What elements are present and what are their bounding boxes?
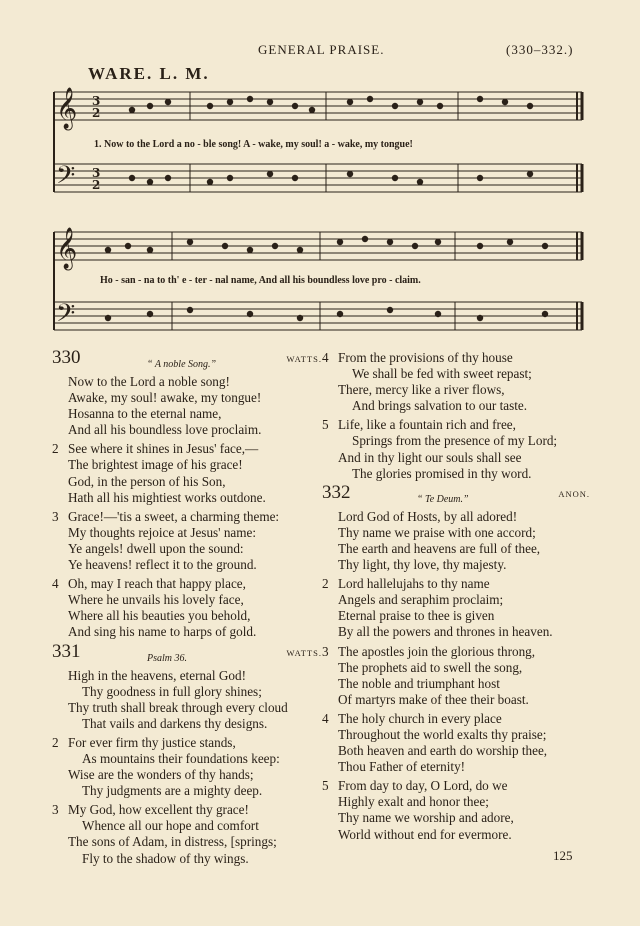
verse-line: The earth and heavens are full of thee, [338, 540, 541, 556]
verse-line: World without end for evermore. [338, 826, 512, 842]
hymn-title: “ A noble Song.” [147, 359, 217, 370]
hymn-number: 331 [52, 640, 81, 662]
verse-line: Highly exalt and honor thee; [338, 794, 489, 810]
verse-line: Eternal praise to thee is given [338, 608, 495, 624]
left-column [52, 347, 322, 870]
verse-line: Fly to the shadow of thy wings. [82, 850, 249, 866]
stanza-number: 3 [52, 802, 59, 818]
svg-text:𝄞: 𝄞 [56, 88, 78, 129]
verse-line: Hath all his mightiest works outdone. [68, 489, 266, 505]
stanza-number: 4 [322, 710, 329, 726]
hymn-332-header [322, 481, 590, 509]
verse-line: Now to the Lord a noble song! [68, 374, 230, 389]
verse-line: My thoughts rejoice at Jesus' name: [68, 524, 257, 540]
verse-line: High in the heavens, eternal God! [68, 667, 246, 683]
verse-line: Angels and seraphim proclaim; [338, 592, 504, 608]
stanza-number: 4 [322, 350, 329, 365]
hymn-330-header [52, 347, 322, 374]
verse-line: The prophets aid to swell the song, [338, 659, 523, 675]
stanza [52, 509, 322, 573]
verse-line: Thy judgments are a mighty deep. [82, 783, 263, 799]
stanza-number: 2 [322, 576, 329, 592]
verse-line: From day to day, O Lord, do we [338, 778, 508, 794]
svg-text:𝄢: 𝄢 [56, 161, 76, 196]
stanza [322, 711, 590, 775]
stanza-number: 3 [322, 643, 329, 659]
stanza [52, 668, 322, 732]
verse-line: My God, how excellent thy grace! [68, 802, 249, 818]
verse-line: Both heaven and earth do worship thee, [338, 743, 548, 759]
verse-line: As mountains their foundations keep: [82, 750, 280, 766]
hymn-author: WATTS. [286, 647, 322, 658]
verse-line: Lord hallelujahs to thy name [338, 576, 490, 592]
verse-line: Thy truth shall break through every cloud [68, 699, 288, 715]
stanza [322, 509, 590, 573]
svg-text:𝄢: 𝄢 [56, 299, 76, 334]
verse-line: For ever firm thy justice stands, [68, 734, 236, 750]
svg-text:2: 2 [92, 178, 101, 192]
verse-line: Grace!—'tis a sweet, a charming theme: [68, 508, 280, 524]
hymn-330-body [52, 374, 322, 641]
right-column [322, 350, 590, 846]
verse-line: Ye angels! dwell upon the sound: [68, 540, 244, 556]
svg-text:3: 3 [92, 94, 101, 108]
svg-text:𝄞: 𝄞 [56, 228, 78, 269]
verse-line: The brightest image of his grace! [68, 457, 243, 473]
running-title: GENERAL PRAISE. [258, 42, 385, 57]
verse-line: See where it shines in Jesus' face,— [68, 441, 259, 457]
hymn-number: 330 [52, 347, 81, 368]
stanza [52, 576, 322, 640]
verse-line: Thy name we worship and adore, [338, 810, 514, 826]
verse-line: And sing his name to harps of gold. [68, 624, 257, 640]
verse-line: And all his boundless love proclaim. [68, 422, 262, 438]
verse-line: Hosanna to the eternal name, [68, 406, 222, 422]
stanza [52, 735, 322, 799]
stanza [52, 374, 322, 438]
verse-line: And in thy light our souls shall see [338, 449, 522, 465]
hymn-range: (330–332.) [506, 42, 574, 57]
tune-lyrics-line-1: 1. Now to the Lord a no - ble song! A - wake, my soul! a - wake, my tongue! [94, 139, 413, 150]
svg-text:2: 2 [92, 106, 101, 120]
stanza-number: 2 [52, 441, 59, 457]
stanza [322, 778, 590, 842]
stanza [52, 441, 322, 505]
verse-line: We shall be fed with sweet repast; [352, 366, 532, 382]
verse-line: God, in the person of his Son, [68, 473, 226, 489]
hymn-title: Psalm 36. [147, 652, 187, 664]
verse-line: The glories promised in thy word. [352, 465, 532, 481]
stanza-number: 5 [322, 778, 329, 794]
stanza [322, 417, 590, 481]
verse-line: The sons of Adam, in distress, [springs; [68, 834, 277, 850]
hymn-331-header [52, 640, 322, 668]
tune-name: WARE. L. M. [88, 64, 210, 83]
hymn-number: 332 [322, 481, 351, 503]
hymn-332-body [322, 509, 590, 843]
hymn-331-continued [322, 350, 590, 482]
verse-line: Awake, my soul! awake, my tongue! [68, 390, 262, 406]
verse-line: The holy church in every place [338, 710, 502, 726]
stanza [322, 644, 590, 708]
verse-line: Whence all our hope and comfort [82, 818, 259, 834]
verse-line: Life, like a fountain rich and free, [338, 417, 516, 433]
stanza-number: 3 [52, 508, 59, 524]
verse-line: Thy goodness in full glory shines; [82, 683, 262, 699]
stanza-number: 2 [52, 734, 59, 750]
hymn-author: ANON. [558, 488, 590, 499]
verse-line: Thou Father of eternity! [338, 759, 466, 775]
verse-line: Of martyrs make of thee their boast. [338, 691, 529, 707]
verse-line: Where all his beauties you behold, [68, 608, 251, 624]
verse-line: Thy light, thy love, thy majesty. [338, 557, 507, 573]
verse-line: The apostles join the glorious throng, [338, 643, 536, 659]
stanza-number: 5 [322, 417, 329, 433]
hymn-331-body [52, 668, 322, 867]
verse-line: Thy name we praise with one accord; [338, 524, 536, 540]
verse-line: By all the powers and thrones in heaven. [338, 624, 553, 640]
verse-line: From the provisions of thy house [338, 350, 513, 365]
stanza [322, 350, 590, 414]
hymn-title: “ Te Deum.” [417, 493, 469, 505]
verse-line: Ye heavens! reflect it to the ground. [68, 557, 257, 573]
verse-line: That vails and darkens thy designs. [82, 715, 268, 731]
verse-line: The noble and triumphant host [338, 675, 500, 691]
stanza [52, 802, 322, 866]
stanza [322, 576, 590, 640]
stanza-number: 4 [52, 576, 59, 592]
svg-text:3: 3 [92, 166, 101, 180]
verse-line: There, mercy like a river flows, [338, 382, 505, 398]
verse-line: Springs from the presence of my Lord; [352, 433, 558, 449]
verse-line: Oh, may I reach that happy place, [68, 576, 246, 592]
verse-line: Where he unvails his lovely face, [68, 592, 244, 608]
tune-lyrics-line-2: Ho - san - na to th' e - ter - nal name, And all his boundless love pro - claim. [100, 275, 421, 286]
page-number: 125 [553, 848, 573, 863]
verse-line: And brings salvation to our taste. [352, 398, 528, 414]
verse-line: Throughout the world exalts thy praise; [338, 726, 547, 742]
verse-line: Lord God of Hosts, by all adored! [338, 508, 518, 524]
hymn-author: WATTS. [286, 354, 322, 364]
verse-line: Wise are the wonders of thy hands; [68, 767, 254, 783]
